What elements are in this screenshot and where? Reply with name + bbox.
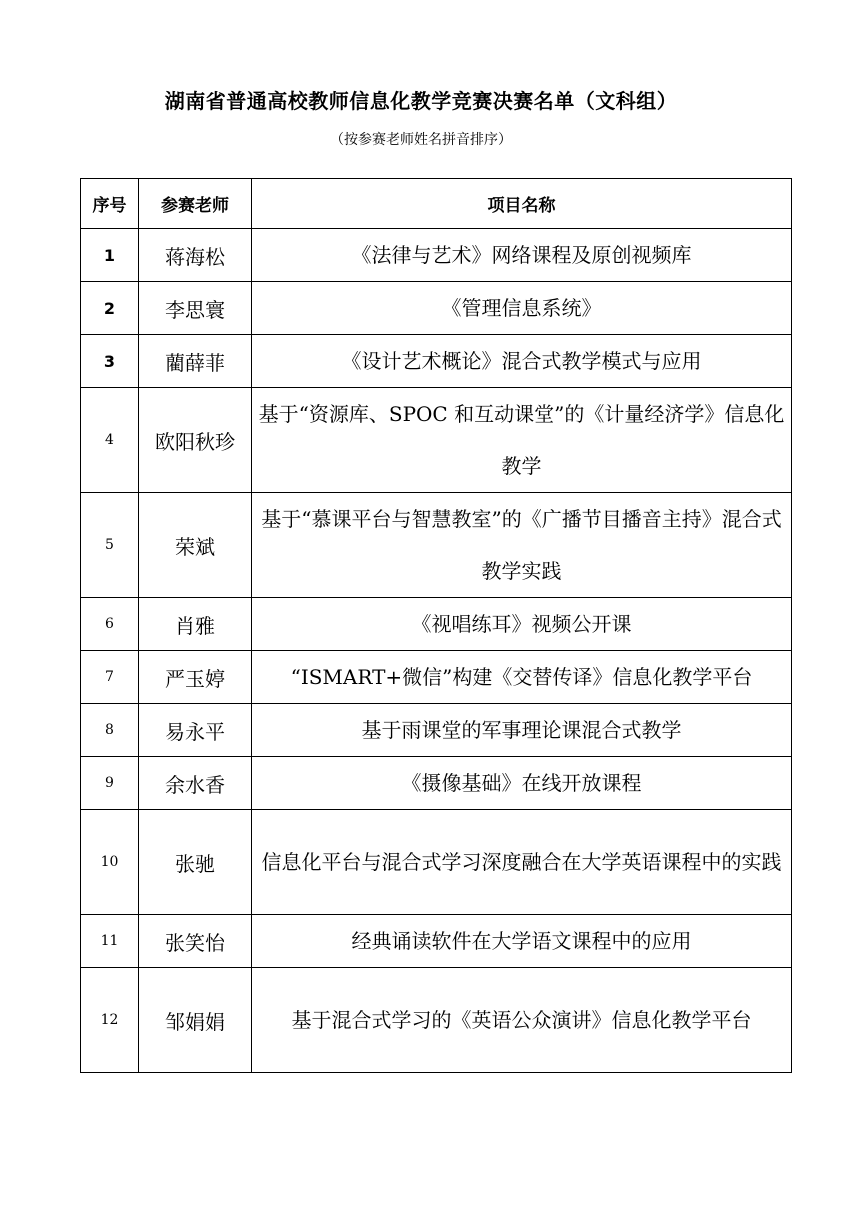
row-project: 《管理信息系统》 — [252, 282, 792, 335]
row-teacher: 藺薛菲 — [139, 335, 252, 388]
table-row — [81, 388, 792, 493]
table-row — [81, 651, 792, 704]
row-project: 《设计艺术概论》混合式教学模式与应用 — [252, 335, 792, 388]
header-teacher: 参赛老师 — [139, 179, 252, 229]
row-teacher: 易永平 — [139, 704, 252, 757]
row-seq: 11 — [81, 915, 139, 968]
table-row — [81, 915, 792, 968]
row-seq: 5 — [81, 493, 139, 598]
table-row — [81, 704, 792, 757]
row-seq: 7 — [81, 651, 139, 704]
table-header-row — [81, 179, 792, 229]
table-row — [81, 493, 792, 598]
row-seq: 10 — [81, 810, 139, 915]
row-project: 基于混合式学习的《英语公众演讲》信息化教学平台 — [252, 968, 792, 1073]
row-seq: 3 — [81, 335, 139, 388]
row-project: 《视唱练耳》视频公开课 — [252, 598, 792, 651]
row-seq: 6 — [81, 598, 139, 651]
document-subtitle: （按参赛老师姓名拼音排序） — [330, 132, 512, 148]
row-seq: 12 — [81, 968, 139, 1073]
table-row — [81, 757, 792, 810]
row-seq: 2 — [81, 282, 139, 335]
table-row — [81, 229, 792, 282]
row-teacher: 张笑怡 — [139, 915, 252, 968]
row-teacher: 余水香 — [139, 757, 252, 810]
finalist-table — [80, 178, 792, 1073]
document-title: 湖南省普通高校教师信息化教学竞赛决赛名单（文科组） — [164, 89, 678, 113]
table-row — [81, 968, 792, 1073]
row-project: 信息化平台与混合式学习深度融合在大学英语课程中的实践 — [252, 810, 792, 915]
header-seq: 序号 — [81, 179, 139, 229]
row-project: 《摄像基础》在线开放课程 — [252, 757, 792, 810]
row-seq: 8 — [81, 704, 139, 757]
row-seq: 4 — [81, 388, 139, 493]
row-teacher: 欧阳秋珍 — [139, 388, 252, 493]
row-project: 基于“慕课平台与智慧教室”的《广播节目播音主持》混合式教学实践 — [252, 493, 792, 598]
row-project: “ISMART+微信”构建《交替传译》信息化教学平台 — [252, 651, 792, 704]
row-project: 经典诵读软件在大学语文课程中的应用 — [252, 915, 792, 968]
row-teacher: 蒋海松 — [139, 229, 252, 282]
row-teacher: 邹娟娟 — [139, 968, 252, 1073]
header-project: 项目名称 — [252, 179, 792, 229]
row-teacher: 李思寰 — [139, 282, 252, 335]
row-seq: 1 — [81, 229, 139, 282]
row-project: 基于“资源库、SPOC 和互动课堂”的《计量经济学》信息化教学 — [252, 388, 792, 493]
row-seq: 9 — [81, 757, 139, 810]
row-teacher: 张驰 — [139, 810, 252, 915]
row-project: 基于雨课堂的军事理论课混合式教学 — [252, 704, 792, 757]
table-row — [81, 282, 792, 335]
row-teacher: 荣斌 — [139, 493, 252, 598]
table-row — [81, 598, 792, 651]
row-teacher: 严玉婷 — [139, 651, 252, 704]
row-project: 《法律与艺术》网络课程及原创视频库 — [252, 229, 792, 282]
row-teacher: 肖雅 — [139, 598, 252, 651]
table-row — [81, 335, 792, 388]
table-row — [81, 810, 792, 915]
